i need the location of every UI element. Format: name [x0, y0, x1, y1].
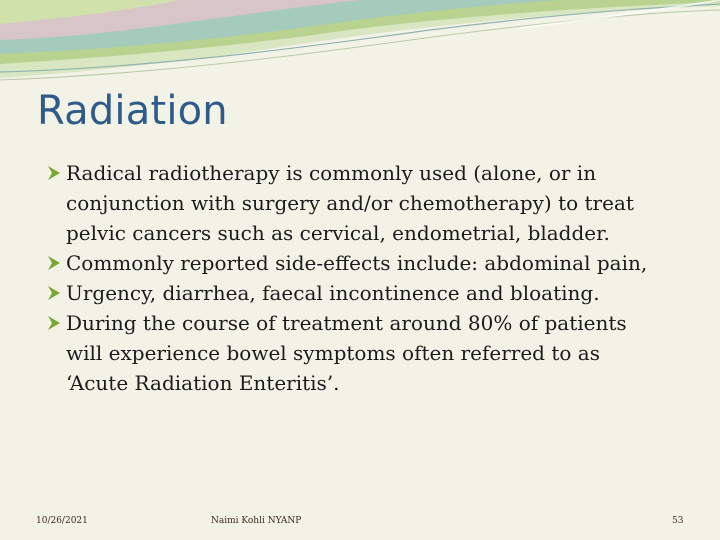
- footer-author: Naimi Kohli NYANP: [211, 516, 302, 526]
- bullet-item: [46, 248, 666, 278]
- bullet-text: Radical radiotherapy is commonly used (alone, or in conjunction with surgery and/or chemotherapy) to treat pelvic cancers such as cervical, endometrial, bladder.: [66, 161, 634, 245]
- arrow-bullet-icon: [46, 315, 62, 331]
- arrow-bullet-icon: [46, 165, 62, 181]
- bullet-text: During the course of treatment around 80% of patients will experience bowel symptoms often referred to as ‘Acute Radiation Enteritis’.: [66, 311, 627, 395]
- footer-date: 10/26/2021: [36, 516, 88, 526]
- slide-title: Radiation: [37, 88, 228, 134]
- arrow-bullet-icon: [46, 255, 62, 271]
- header-swoosh-decoration: [0, 0, 720, 90]
- bullet-item: [46, 158, 666, 248]
- bullet-list: [46, 158, 666, 398]
- bullet-item: [46, 308, 666, 398]
- bullet-text: Commonly reported side-effects include: abdominal pain,: [66, 251, 648, 275]
- bullet-text: Urgency, diarrhea, faecal incontinence and bloating.: [66, 281, 600, 305]
- arrow-bullet-icon: [46, 285, 62, 301]
- page-number: 53: [672, 516, 684, 526]
- bullet-item: [46, 278, 666, 308]
